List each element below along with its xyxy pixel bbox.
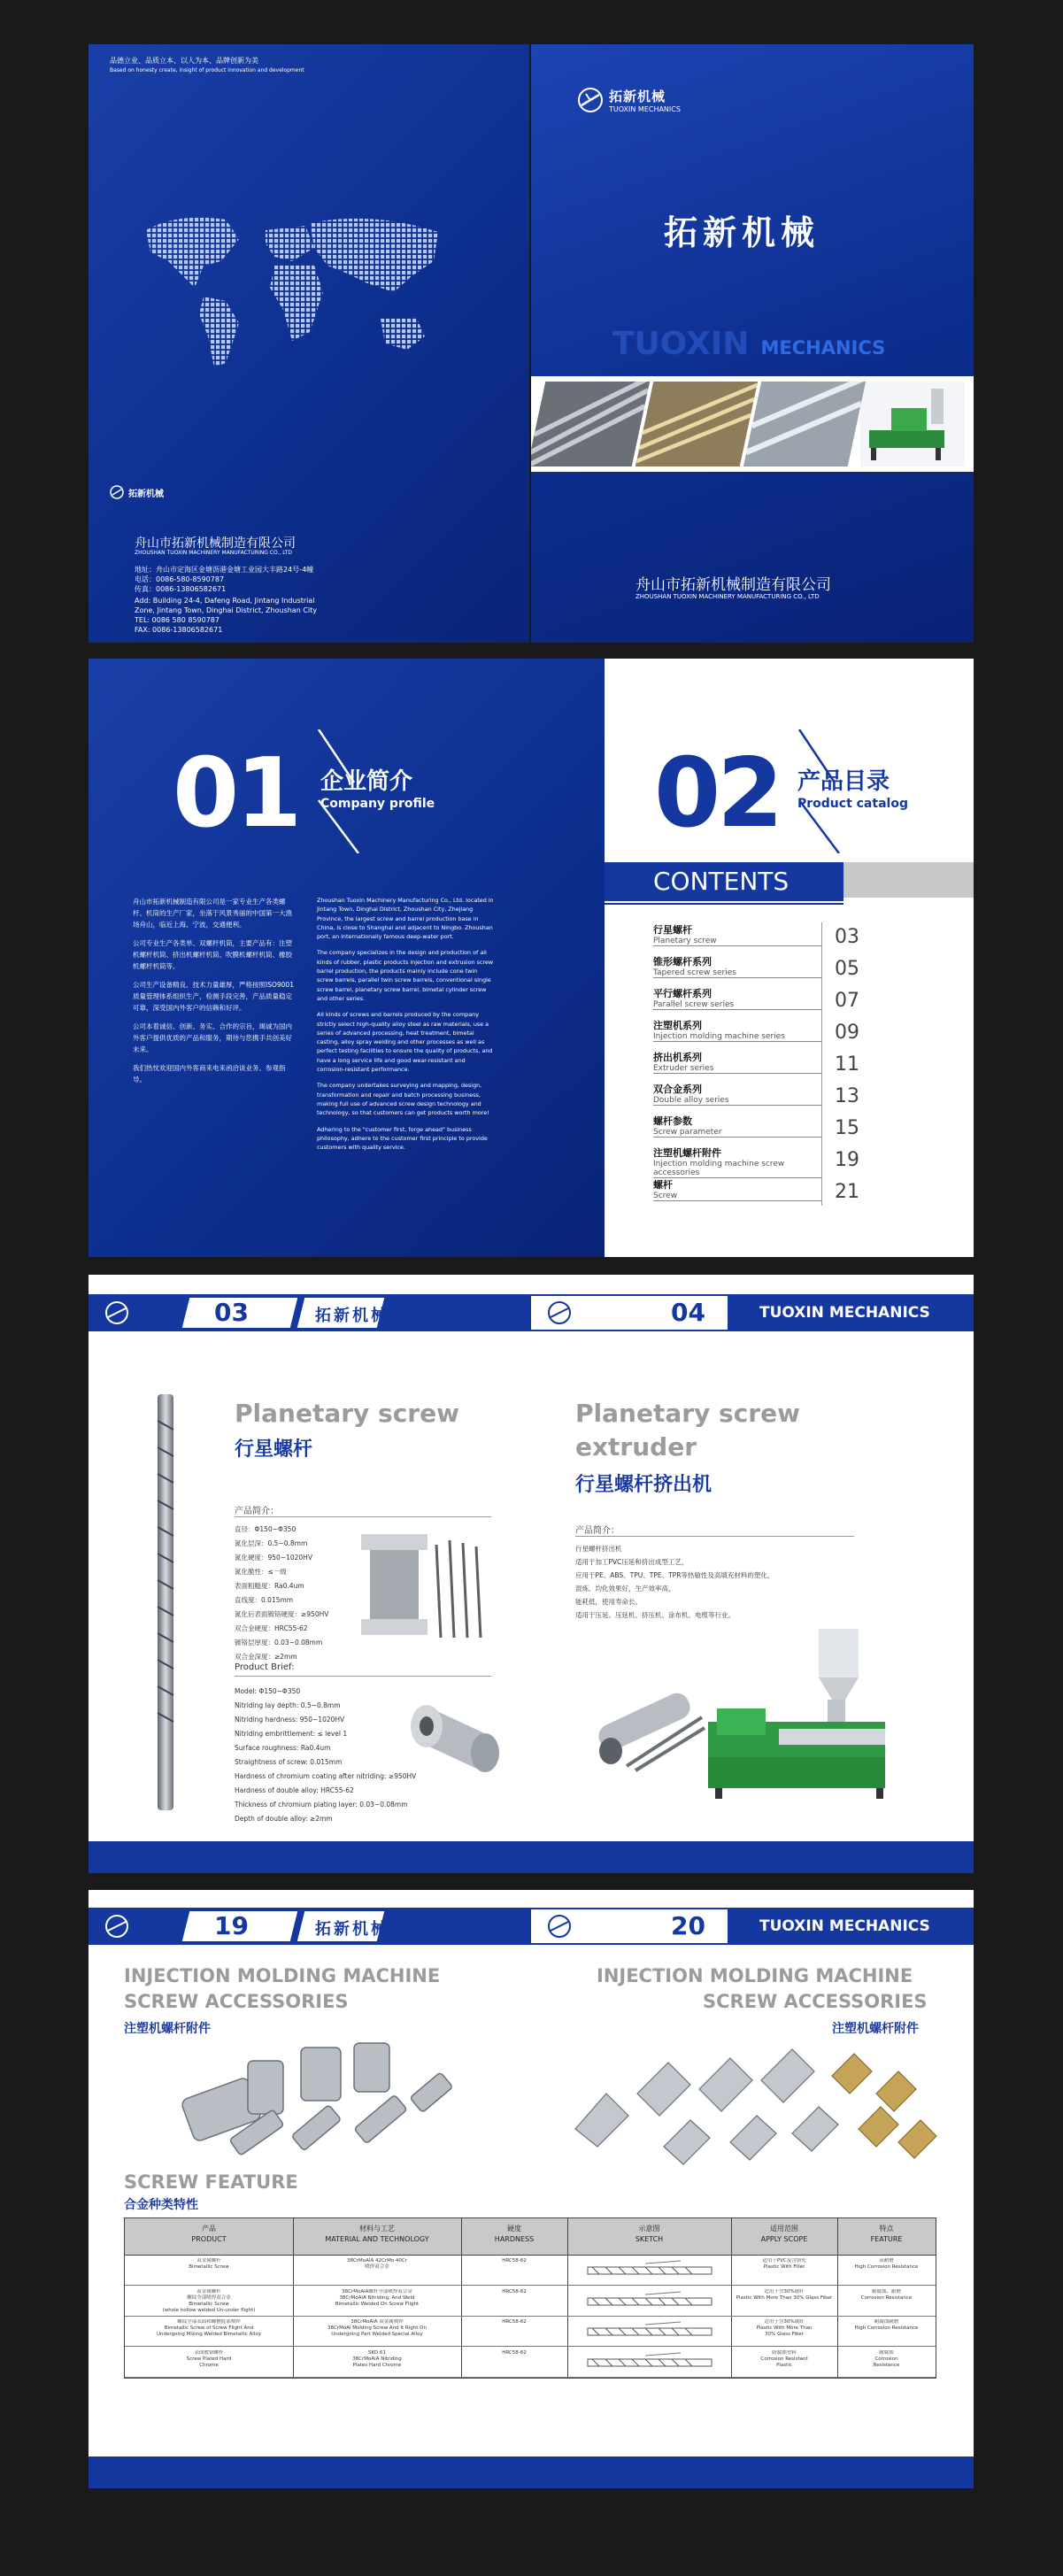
cover-back [89,44,529,643]
contents-item-en: Screw [653,1192,821,1201]
world-map-graphic [142,212,447,381]
check-valves-photo [566,2040,938,2173]
extruder-brief-label: 产品简介： [575,1526,620,1536]
profile-text-en: Zhoushan Tuoxin Machinery Manufacturing Co., Ltd. located in Jintang Town, Dinghai District, Zhoushan City, Zhejiang Province, the largest screw and barrel production base in China, is close to Shanghai and adjacent to Ningbo. Zhoushan port, an internationally famous deep-water port. The company specializes in the design and production of all kinds of rubber, plastic products injection and extrusion screw barrel production, the products mainly include cone twin screw barrels, parallel twin screw barrels, conventional single screw barrel, planetary screw barrel, bimetal cylinder screw and other series. All kinds of screws and barrels produced by the company strictly select high-quality alloy steel as raw materials, use a series of advanced processing, heat treatment, bimetal casting, alloy spray welding and other processes as well as perfect testing facilities to ensure the quality of products, and have a long service life and good wear-resistant and corrosion-resistant performance. The company undertakes surveying and mapping, design, transformation and repair and batch processing business, making full use of advanced screw design technology and technology, so that customers can get products worth more! Adhering to the "customer first, forge ahead" business philosophy, adhere to the customer first principle to provide customers with quality service. [317,897,494,1152]
feature-table [124,2217,936,2379]
header-bar-left [89,1294,531,1331]
table-cell: SKD 61 38CrMoAlA Nitriding Plates Hard Chrome [352,2349,402,2368]
brief-cn-item: 氮化脆性：≤一级 [235,1568,287,1576]
screw-photo-2 [635,382,758,467]
contents-item-cn: 锥形螺杆系列 [653,956,712,968]
screw-photo-3 [743,382,866,467]
table-cell: 适用于含30%玻纤 Plastic With More Than 30% Glass Fiber [756,2319,813,2337]
feature-title-en: SCREW FEATURE [124,2171,298,2193]
brief-en-item: Hardness of double alloy: HRC55-62 [235,1786,354,1794]
contents-underline [605,903,843,905]
header-bar-right [531,1294,974,1331]
table-sketch-cell [567,2319,731,2346]
back-company-en: ZHOUSHAN TUOXIN MACHINERY MANUFACTURING CO., LTD [135,550,292,556]
logo-mark-icon [104,1914,129,1939]
table-header-cell: 硬度 HARDNESS [494,2225,535,2243]
logo-small-text: 拓新机械 [128,489,164,499]
extruder-title-cn: 行星螺杆挤出机 [575,1474,713,1496]
contents-item-cn: 挤出机系列 [653,1052,702,1063]
flanged-barrel-photo [407,1691,505,1788]
brief-en-item: Nitriding embrittlement: ≤ level 1 [235,1730,348,1738]
contents-item[interactable] [653,986,919,1016]
table-cell: HRC58-62 [502,2319,527,2325]
planetary-title-en: Planetary screw [235,1399,459,1428]
catalog-page [605,659,974,1257]
screw-tips-photo [177,2039,469,2171]
contents-item-en: Extruder series [653,1064,821,1074]
brief-cn-item: 镀铬层厚度：0.03~0.08mm [235,1639,323,1647]
table-cell: 耐腐蚀、耐磨 Corrosion Resistance [860,2288,913,2301]
contents-item-cn: 螺杆参数 [653,1115,692,1127]
header-bar-left [89,1908,531,1945]
contents-item-page: 05 [835,958,859,980]
contents-item-page: 21 [835,1181,859,1203]
header-cn: 拓新机械 [315,1307,389,1325]
catalog-title-en: Product catalog [797,797,908,811]
contents-item-cn: 双合金系列 [653,1084,702,1095]
acc-left-title-cn: 注塑机螺杆附件 [124,2022,211,2036]
contents-item-cn: 螺杆 [653,1179,673,1191]
extruder-photo [860,382,965,467]
contents-item-page: 15 [835,1117,859,1139]
extruder-brief-item: 适用于加工PVC压延和挤出成型工艺， [575,1558,689,1566]
contents-item-cn: 注塑机系列 [653,1020,702,1031]
table-header-cell: 产品 PRODUCT [191,2225,227,2243]
brief-cn-rule [235,1516,491,1517]
acc-left-title-1: INJECTION MOLDING MACHINE [124,1965,441,1986]
contents-item-en: Injection molding machine screw accessories [653,1160,821,1178]
extruder-title-en-1: Planetary screw [575,1399,800,1428]
front-logo-cn: 拓新机械 [609,89,666,104]
contents-item-en: Screw parameter [653,1128,821,1138]
contents-item-page: 09 [835,1022,859,1044]
acc-right-title-1: INJECTION MOLDING MACHINE [597,1965,913,1986]
planetary-tubes-photo [591,1682,706,1779]
brief-en-item: Hardness of chromium coating after nitriding: ≥950HV [235,1772,417,1780]
planetary-extruder-machine-photo [699,1624,912,1801]
brief-cn-label: 产品简介： [235,1507,279,1516]
table-cell: 适用于含30%玻纤 Plastic With More Than 30% Glass Fiber [736,2288,833,2301]
brief-cn-item: 直径：Φ150~Φ350 [235,1525,297,1533]
feature-title-cn: 合金种类特性 [124,2198,198,2212]
extruder-brief-item: 应用于PE、ABS、TPU、TPE、TPR等热敏性及高填充材料的塑化， [575,1571,774,1579]
logo-mark-icon [104,1300,129,1325]
contents-item-page: 03 [835,926,859,948]
profile-text-cn: 舟山市拓新机械制造有限公司是一家专业生产各类螺杆、机筒的生产厂家，坐落于风景秀丽的中国第一大渔场舟山，临近上海、宁波，交通便利。 公司专业生产各类单、双螺杆机筒，主要产品有：注塑机螺杆机筒、挤出机螺杆机筒、吹膜机螺杆机筒、橡胶机螺杆机筒等。 公司生产设备精良、技术力量雄厚，严格按照ISO9001质量管理体系组织生产，检测手段完善，产品质量稳定可靠，深受国内外客户的信赖和好评。 公司本着诚信、创新、务实、合作的宗旨，竭诚为国内外客户提供优质的产品和服务，期待与您携手共创美好未来。 我们热忱欢迎国内外客商来电来函洽谈业务、参观指导。 [133,898,294,1084]
brief-cn-item: 氮化后表面镀铬硬度：≥950HV [235,1610,329,1618]
table-sketch-cell [567,2258,731,2285]
contents-item-cn: 注塑机螺杆附件 [653,1147,721,1159]
slogan-cn: 品德立业、品质立本、以人为本、品牌创新为美 [110,57,258,65]
contents-item[interactable] [653,1082,919,1112]
contents-bar [605,862,974,901]
table-cell: 适用于PVC及含填充 Plastic With Filler [762,2258,806,2270]
front-logo [577,87,681,113]
logo-mark-icon [547,1300,572,1325]
table-sketch-cell [567,2289,731,2316]
planetary-page [89,1275,974,1873]
brief-cn-item: 氮化层深：0.5~0.8mm [235,1539,308,1547]
brief-cn-item: 直线度：0.015mm [235,1596,294,1604]
back-address-en: Add: Building 24-4, Dafeng Road, Jintang Industrial Zone, Jintang Town, Dinghai District, Zhoushan City TEL: 0086 580 8590787 FAX: 0086-13806582671 [135,597,317,634]
contents-item-page: 19 [835,1149,859,1171]
page-number-03: 03 [214,1298,249,1327]
contents-item-page: 11 [835,1053,859,1076]
table-cell: 表面镀铬螺杆 Screw Plated Hard Chrome [186,2349,232,2368]
catalog-title-cn: 产品目录 [797,768,890,795]
front-product-strip [531,376,974,472]
brief-en-item: Nitriding hardness: 950~1020HV [235,1716,345,1724]
cover-front [531,44,974,643]
profile-title-en: Company profile [320,797,435,811]
table-cell: 防腐蚀塑料 Corrosion Resistant Plastic [760,2349,808,2368]
brief-en-list [235,1685,416,1826]
screw-photo-1 [531,382,650,467]
profile-title-cn: 企业简介 [320,768,413,795]
brief-en-item: Surface roughness: Ra0.4um [235,1744,331,1752]
logo-mark-icon [110,485,124,499]
table-cell: 螺纹全部表面和螺槽底部喷焊 Bimetallic Screw of Screw Flight And Undergoing Mixing Welded Bimetallic Alloy [157,2319,261,2337]
footer-bar [89,2456,974,2488]
brief-en-rule [235,1676,491,1677]
header-en: TUOXIN MECHANICS [759,1304,930,1322]
catalog-number: 02 [654,738,781,849]
front-logo-en: TUOXIN MECHANICS [609,105,681,113]
brief-en-item: Depth of double alloy: ≥2mm [235,1815,333,1823]
footer-bar [89,1841,974,1873]
contents-item[interactable] [653,1018,919,1048]
header-cn: 拓新机械 [315,1920,389,1939]
front-company-en: ZHOUSHAN TUOXIN MACHINERY MANUFACTURING CO., LTD [635,593,820,600]
profile-number: 01 [173,738,299,849]
contents-item[interactable] [653,1177,919,1207]
table-cell: 38CrMoAlA 双金属喷焊 38CrMoAl Molding Screw And It Right On Undergoing Part Welded Special Alloy [327,2319,427,2337]
table-header-cell: 材料与工艺 MATERIAL AND TECHNOLOGY [325,2225,429,2243]
page-number-19: 19 [214,1911,249,1940]
brief-cn-item: 表面粗糙度：Ra0.4um [235,1582,304,1590]
contents-item[interactable] [653,1114,919,1144]
planetary-screw-photo [142,1394,195,1810]
contents-item-cn: 平行螺杆系列 [653,988,712,999]
brief-cn-list [235,1523,328,1664]
acc-right-title-2: SCREW ACCESSORIES [703,1991,928,2012]
table-cell: 38CrMoAlA螺杆全部喷焊双合金 38CrMoAlA Nitriding, And Weld Bimetallic Welded On Screw Flight [335,2288,420,2307]
header-en: TUOXIN MECHANICS [759,1917,930,1935]
contents-item[interactable] [653,922,919,953]
table-header-cell: 适用范围 APPLY SCOPE [760,2225,808,2243]
brief-cn-item: 双合金硬度：HRC55-62 [235,1624,308,1632]
table-header-cell: 示意图 SKETCH [635,2225,664,2243]
brief-en-item: Model: Φ150~Φ350 [235,1687,301,1695]
table-header-cell: 特点 FEATURE [870,2225,903,2243]
contents-item-en: Planetary screw [653,937,821,946]
back-company-cn: 舟山市拓新机械制造有限公司 [135,536,296,551]
front-company-cn: 舟山市拓新机械制造有限公司 [635,576,831,594]
accessories-page [89,1890,974,2488]
contents-item-cn: 行星螺杆 [653,924,692,936]
extruder-brief-list [575,1542,774,1622]
acc-left-title-2: SCREW ACCESSORIES [124,1991,349,2012]
extruder-brief-item: 适用于压延、压延机、挤压机、涂布机、电缆等行业。 [575,1611,735,1619]
contents-item-en: Double alloy series [653,1096,821,1106]
barrel-flange-photo [361,1527,494,1642]
page-number-20: 20 [671,1911,705,1940]
table-cell: 耐腐蚀 Corrosion Resistance [873,2349,900,2368]
contents-item-en: Tapered screw series [653,968,821,978]
company-logo-small [110,485,164,499]
slogan-en: Based on honesty create, insight of product innovation and development [110,67,304,73]
acc-right-title-cn: 注塑机螺杆附件 [832,2022,919,2036]
profile-page [89,659,605,1257]
table-cell: 38CrMoAlA 42CrMo 40Cr 喷焊双合金 [346,2258,408,2270]
contents-item-en: Parallel screw series [653,1000,821,1010]
contents-label: CONTENTS [605,862,843,901]
extruder-brief-rule [575,1536,854,1537]
table-cell: 高耐磨 High Corrosion Resistance [854,2258,919,2270]
contents-item[interactable] [653,1145,919,1176]
extruder-brief-item: 混炼、均化效果好，生产效率高， [575,1585,675,1593]
brief-en-item: Thickness of chromium plating layer: 0.03~0.08mm [235,1801,408,1809]
extruder-brief-item: 能耗低，使用寿命长。 [575,1598,642,1606]
front-title: 拓新机械 [664,213,820,252]
brief-cn-item: 氮化硬度：950~1020HV [235,1554,312,1562]
table-cell: 双金属螺杆 Bimetallic Screw [189,2258,229,2270]
table-cell: 耐腐蚀耐磨 High Corrosion Resistance [854,2319,919,2331]
contents-item-page: 13 [835,1085,859,1107]
table-cell: HRC58-62 [502,2258,527,2264]
back-address-cn: 地址：舟山市定海区金塘沥港金塘工业园大丰路24号-4幢 电话：0086-580-8590787 传真：0086-13806582671 [135,566,314,593]
page-number-04: 04 [671,1298,705,1327]
brief-en-item: Straightness of screw: 0.015mm [235,1758,343,1766]
table-sketch-cell [567,2350,731,2377]
extruder-title-en-2: extruder [575,1432,697,1462]
logo-mark-icon [547,1914,572,1939]
contents-bar-grey [843,862,974,898]
table-cell: 双金属螺杆 螺纹全部喷焊双合金 Bimetallic Screw (whole hollow welded Un-under flight) [162,2288,256,2313]
logo-mark-icon [577,87,604,113]
header-bar-right [531,1908,974,1945]
contents-item-page: 07 [835,990,859,1012]
table-cell: HRC58-62 [502,2349,527,2356]
contents-item-en: Injection molding machine series [653,1032,821,1042]
front-watermark: TUOXIN MECHANICS [612,326,886,362]
table-cell: HRC58-62 [502,2288,527,2294]
contents-item[interactable] [653,1050,919,1080]
brief-en-item: Nitriding lay depth: 0.5~0.8mm [235,1701,341,1709]
extruder-brief-item: 行星螺杆挤出机 [575,1545,622,1553]
contents-item[interactable] [653,954,919,984]
planetary-title-cn: 行星螺杆 [235,1438,313,1461]
brief-cn-item: 双合金深度：≥2mm [235,1653,297,1661]
brief-en-label: Product Brief: [235,1662,295,1672]
